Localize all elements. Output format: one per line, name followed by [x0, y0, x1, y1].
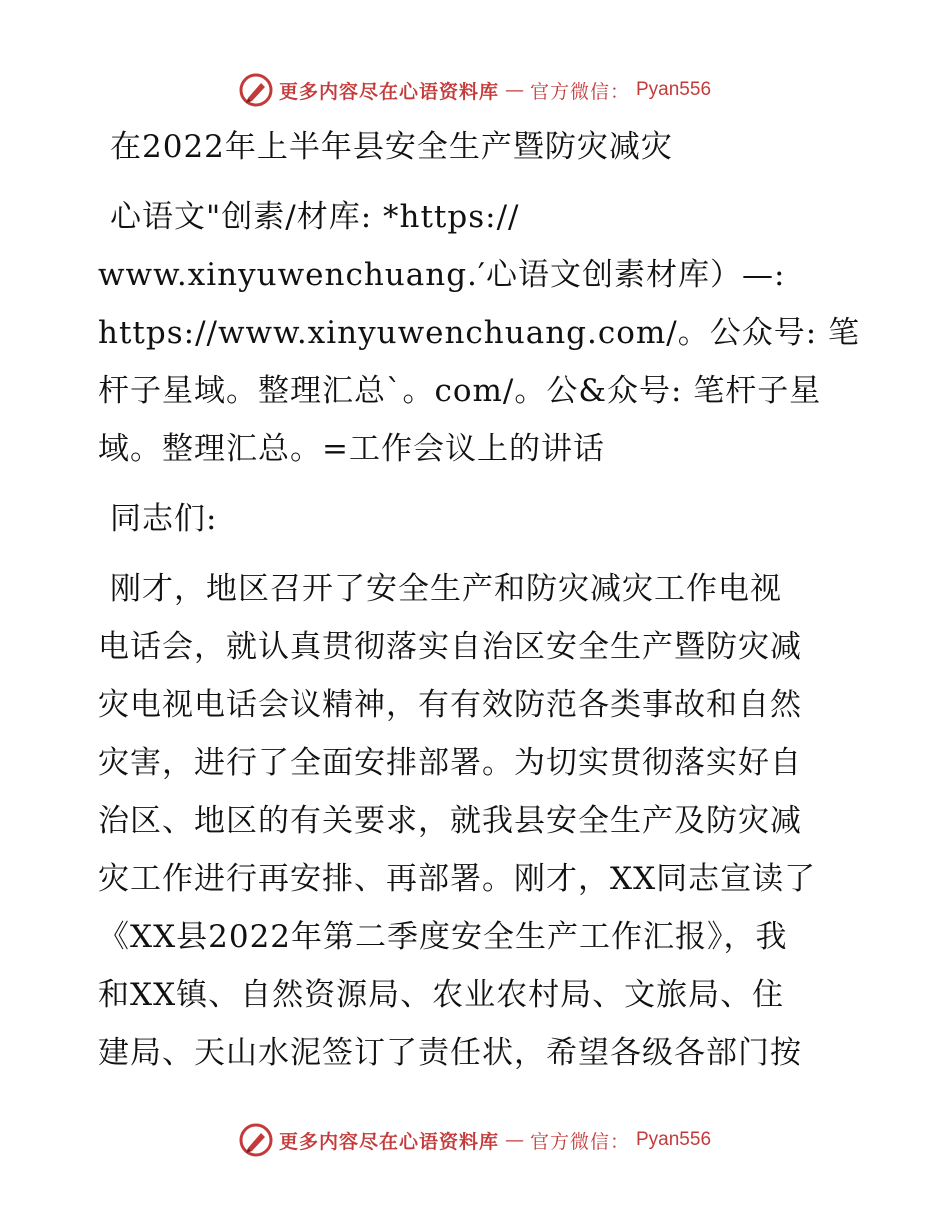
source-line: https://www.xinyuwenchuang.com/。公众号: 笔 — [98, 315, 861, 351]
body-line: 灾电视电话会议精神，有有效防范各类事故和自然 — [98, 687, 802, 723]
source-line: 心语文"创素/材库: *https:// — [110, 199, 520, 235]
body-line: 电话会，就认真贯彻落实自治区安全生产暨防灾减 — [98, 629, 802, 665]
salutation: 同志们: — [110, 501, 218, 537]
source-line: 域。整理汇总。=工作会议上的讲话 — [98, 431, 605, 467]
footer-banner-text: 更多内容尽在心语资料库 — [278, 1130, 499, 1153]
footer-wechat-label: 官方微信： — [529, 1130, 630, 1153]
footer-banner — [0, 1120, 950, 1160]
footer-banner-separator: — — [504, 1129, 524, 1151]
body-line: 建局、天山水泥签订了责任状，希望各级各部门按 — [98, 1035, 802, 1071]
body-line: 刚才，地区召开了安全生产和防灾减灾工作电视 — [110, 571, 782, 607]
body-line: 灾害，进行了全面安排部署。为切实贯彻落实好自 — [98, 745, 802, 781]
header-banner — [0, 70, 950, 110]
wechat-id: Pyan556 — [636, 79, 712, 100]
pen-logo-icon — [239, 73, 273, 107]
body-line: 灾工作进行再安排、再部署。刚才，XX同志宣读了 — [98, 861, 817, 897]
wechat-label: 官方微信： — [529, 80, 630, 103]
banner-separator: — — [504, 79, 524, 101]
document-body — [98, 118, 861, 1082]
body-line: 《XX县2022年第二季度安全生产工作汇报》，我 — [98, 919, 788, 955]
body-line: 和XX镇、自然资源局、农业农村局、文旅局、住 — [98, 977, 785, 1013]
banner-text: 更多内容尽在心语资料库 — [278, 80, 499, 103]
source-line: www.xinyuwenchuang.′心语文创素材库）—: — [98, 257, 786, 293]
document-title: 在2022年上半年县安全生产暨防灾减灾 — [110, 129, 673, 165]
footer-wechat-id: Pyan556 — [636, 1129, 712, 1150]
pen-logo-icon — [239, 1123, 273, 1157]
source-line: 杆子星域。整理汇总`。com/。公&众号: 笔杆子星 — [98, 373, 822, 409]
body-line: 治区、地区的有关要求，就我县安全生产及防灾减 — [98, 803, 802, 839]
